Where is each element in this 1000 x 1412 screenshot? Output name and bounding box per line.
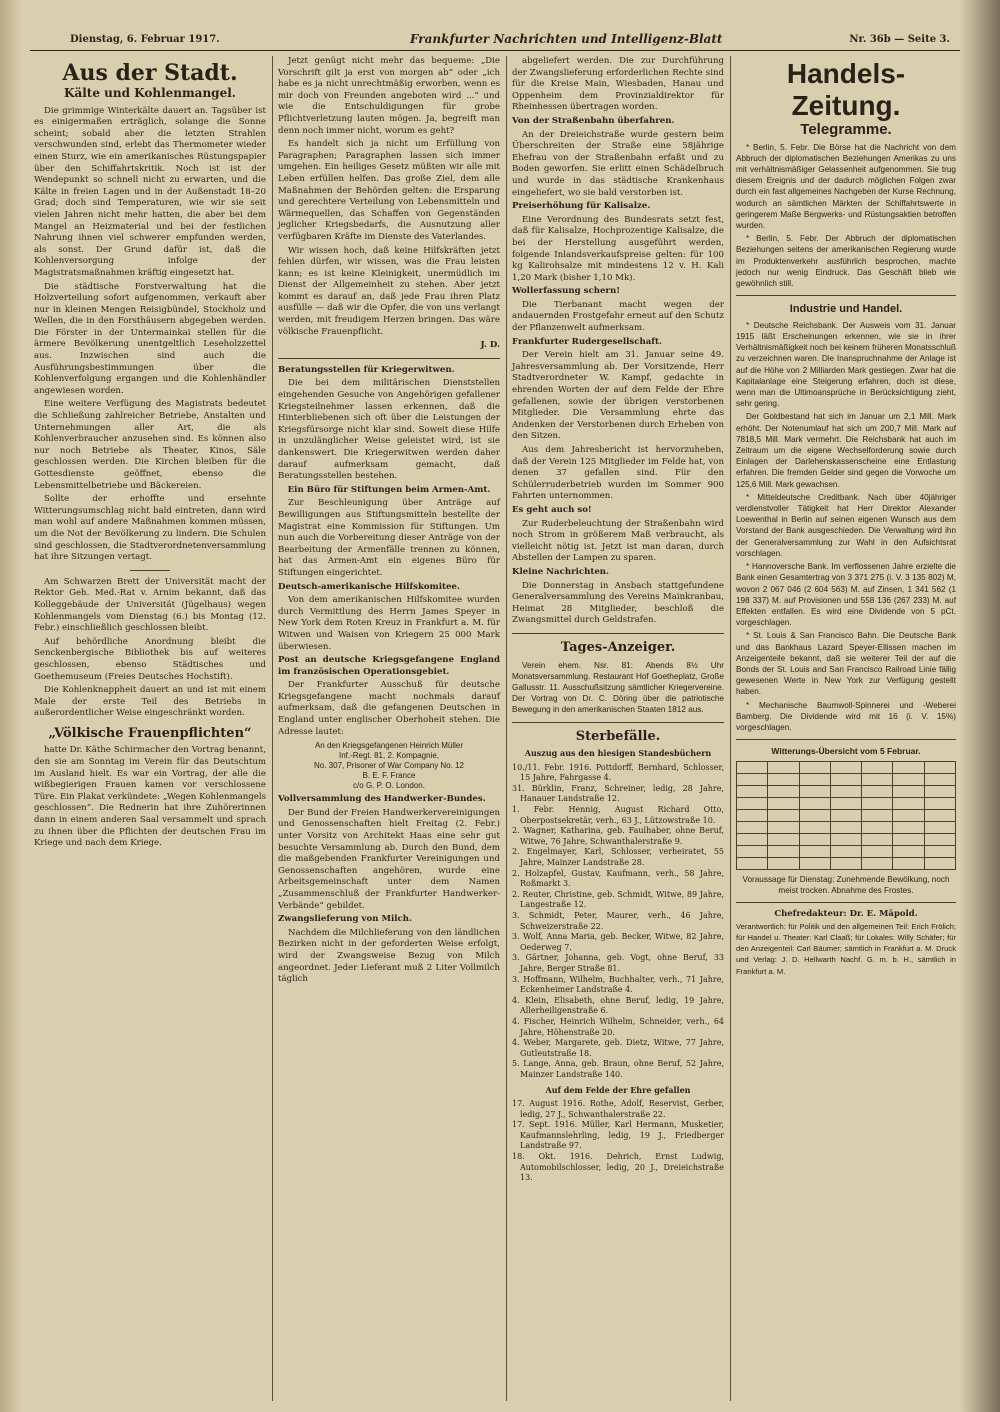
paragraph: Am Schwarzen Brett der Universität macht der Rektor Geh. Med.-Rat v. Arnim bekannt, daß das Kolleggebäude der Universität (Jügelhaus) wegen Kohlenmangels vom Dienstag (6.) bis Montag (12. Febr.) einschließlich geschlossen bleibt. [34, 576, 266, 634]
paragraph: abgeliefert werden. Die zur Durchführung der Zwangslieferung erforderlichen Rechte sind für die Kreise Main, Wiesbaden, Hanau und Oppenheim dem Provinzialdirektor für Rheinhessen übertragen worden. [512, 56, 724, 113]
column-2 [278, 56, 500, 988]
death-entry: 4. Klein, Elisabeth, ohne Beruf, ledig, 19 Jahre, Allerheiligenstraße 6. [512, 995, 724, 1016]
paragraph: Von dem amerikanischen Hilfskomitee wurden durch Vermittlung des Herrn James Speyer in New York dem Roten Kreuz in Frankfurt a. M. für Witwen und Waisen von Kriegern 25 000 Mark überwiesen. [278, 595, 500, 652]
address-line: B. E. F. France [362, 771, 416, 781]
paragraph: Die grimmige Winterkälte dauert an. Tagsüber ist es einigermaßen erträglich, solange die Sonne scheint; sobald aber die letzten Strahlen verschwunden sind, erlebt das Thermometer wieder einen Sturz, wie ein amerikanisches Rüstungspapier über den Schiffahrtskritik. Noch ist ist der Wendepunkt so schnell nicht zu erwarten, und die Kälte in freien Lagen und in der Außenstadt 18–20 Grad; doch sind Temperaturen, wie wir sie seit vielen Jahren nicht mehr hatten, die aber bei dem Mangel an Heizmaterial und bei der festlichen Nahrung ihnen viel schwerer empfunden werden, als sonst. Der Grund dafür ist, daß die Kohlenversorgung infolge der Magistratsmaßnahmen kräftig eingesetzt hat. [34, 105, 266, 278]
paragraph: * St. Louis & San Francisco Bahn. Die Deutsche Bank und das Bankhaus Lazard Speyer-Ellissen machen im Anzeigenteile bekannt, daß sie weiterer Teil der auf die Bonds der St. Louis and San Francisco Railroad Linie fällig gewesenen Werte in New York zur Verfügung gestellt haben. [736, 631, 956, 697]
paragraph: * Mitteldeutsche Creditbank. Nach über 40jähriger verdienstvoller Tätigkeit hat Herr Direktor Alexander Loewenthal in Berlin auf seinen eigenen Wunsch aus dem Vorstand der Bank ausgeschieden. Die Verwaltung wird ihn der Generalversammlung zur Wahl in den Aufsichtsrat vorschlagen. [736, 492, 956, 558]
divider [130, 570, 170, 571]
subheading: Zwangslieferung von Milch. [278, 914, 413, 925]
section-title: Aus der Stadt. [62, 60, 238, 86]
paragraph: Zur Beschleunigung über Anträge auf Bewilligungen aus Stiftungsmitteln bestellte der Magistrat eine Kommission für Stiftungen. Um nun auch die Vorbereitung dieser Anträge von der Bearbeitung der Armenfälle trennen zu können, hat das Armen-Amt ein eigenes Büro für Stiftungen eingerichtet. [278, 498, 500, 578]
paragraph: Aus dem Jahresbericht ist hervorzuheben, daß der Verein 125 Mitglieder im Felde hat, von denen 37 gefallen sind. Für den Schülerruderbetrieb wurden im Sommer 900 Fahrten unternommen. [512, 445, 724, 502]
divider [512, 633, 724, 634]
subheading: Post an deutsche Kriegsgefangene England im französischen Operationsgebiet. [278, 655, 500, 677]
death-entry: 17. Sept. 1916. Müller, Karl Hermann, Musketier, Kaufmannslehrling, ledig, 19 J., Friedberger Landstraße 97. [512, 1120, 724, 1151]
death-entry: 1. Febr. Hennig, August Richard Otto, Oberpostsekretär, verh., 63 J., Lützowstraße 10. [512, 805, 724, 825]
subheading: Von der Straßenbahn überfahren. [512, 115, 675, 126]
paragraph: * Deutsche Reichsbank. Der Ausweis vom 31. Januar 1915 läßt Erscheinungen erkennen, wie sie in ihrer Verhältnismäßigkeit noch bei keinem früheren Monatsschluß zu verzeichnen waren. Die Inanspruchnahme der Anlage ist auf die Höhe von 2 Milliarden Mark gestiegen. Zwar hat die Kapitalanlage eine Steigerung erfahren, doch ist diese, wenn man die Ultimoansprüche in Berücksichtigung zieht, sehr gering. [736, 320, 956, 409]
subheading: Wollerfassung schern! [512, 286, 620, 297]
death-entry: 2. Holzapfel, Gustav, Kaufmann, verh., 58 Jahre, Roßmarkt 3. [512, 868, 724, 889]
header-title: Frankfurter Nachrichten und Intelligenz-Blatt [410, 32, 723, 46]
address-block [278, 741, 500, 791]
article-headline: „Völkische Frauenpflichten“ [48, 725, 252, 741]
paragraph: Die Kohlenknappheit dauert an und ist mit einem Male der erste Teil des Betriebs in außerordentlicher Weise eingeschränkt worden. [34, 685, 266, 719]
death-entry: 3. Hoffmann, Wilhelm, Buchhalter, verh., 71 Jahre, Eckenheimer Landstraße 4. [512, 974, 724, 995]
death-entry: 2. Wagner, Katharina, geb. Faulhaber, ohne Beruf, Witwe, 76 Jahre, Schwanthalerstraße 9. [512, 826, 724, 846]
paragraph: Die bei dem militärischen Dienststellen eingehenden Gesuche von Angehörigen gefallener Kriegsteilnehmer lassen erkennen, daß die Hinterbliebenen sich oft über die Leistungen der Kriegsfürsorge nicht klar sind. Soweit diese Hilfe in unzulänglicher Weise geleistet wird, ist sie dankenswert. Die Kriegerwitwen werden daher darauf aufmerksam gemacht, daß Beratungsstellen bestehen. [278, 378, 500, 482]
divider [736, 902, 956, 903]
page-shadow [960, 0, 1000, 1412]
divider [736, 295, 956, 296]
address-line: c/o G. P. O. London. [353, 781, 425, 791]
imprint: Verantwortlich: für Politik und den allgemeinen Teil: Erich Frölich; für Handel u. Theater: Karl Claaß; für Lokales: Willy Schäfer; für den Anzeigenteil: Carl Bäumer; sämtlich in Frankfurt a. M. Druck und Verlag: J. D. Hellwarth Nachf. G. m. b. H., sämtlich in Frankfurt a. M. [736, 921, 956, 976]
paragraph: hatte Dr. Käthe Schirmacher den Vortrag benannt, den sie am Sonntag im Verein für das Deutschtum im Ausland hielt. Es war ein Vortrag, der alle die wißbegierigen Frauen kamen vor verschlossene Türe. Ein Plakat verkündete: „Wegen Kohlenmangels geschlossen“. Die Rednerin hat ihre Zuhörerinnen dann in einem anderen Saal versammelt und sprach zu ihnen über die Pflichten der deutschen Frau im Kriege und nach dem Kriege. [34, 745, 266, 849]
death-entry: 2. Reuter, Christine, geb. Schmidt, Witwe, 89 Jahre, Langestraße 12. [512, 889, 724, 910]
paragraph: * Berlin, 5. Febr. Die Börse hat die Nachricht von dem Abbruch der diplomatischen Beziehungen Amerikas zu uns mit verhältnismäßiger Gelassenheit aufgenommen. Sie trug diesem Ereignis und der dadurch möglichen Folgen zwar durch ein fast allgemeines Nachgeben der Kurse Rechnung, wodurch an sämtlichen Märkten der Schiffahrtswerte in geringerem Maße Bergwerks- und Rüstungsaktien betroffen wurden. [736, 142, 956, 231]
deaths-subtitle: Auf dem Felde der Ehre gefallen [545, 1084, 691, 1095]
subheading: Vollversammlung des Handwerker-Bundes. [278, 794, 486, 805]
paragraph: Zur Ruderbeleuchtung der Straßenbahn wird noch Strom in größerem Maß verbraucht, als vielleicht nötig ist. Jetzt ist man daran, durch Abstellen der Lampen zu sparen. [512, 518, 724, 564]
paragraph: Der Frankfurter Ausschuß für deutsche Kriegsgefangene macht nochmals darauf aufmerksam, daß die gefangenen Deutschen in England unter englischer Oberhoheit stehen. Die Adresse lautet: [278, 680, 500, 737]
death-entry: 3. Wolf, Anna Maria, geb. Becker, Witwe, 82 Jahre, Oederweg 7. [512, 932, 724, 952]
paragraph: Auf behördliche Anordnung bleibt die Senckenbergische Bibliothek bis auf weiteres geschlossen, ebenso Städtisches und Goethemuseum (Freies Deutsches Hochstift). [34, 636, 266, 682]
paragraph: Sollte der erhoffte und ersehnte Witterungsumschlag nicht bald eintreten, dann wird man wohl auf andere Maßnahmen kommen müssen, um die Not der Bevölkerung zu lindern. Die Schulen sind geschlossen, die Stadtverordnetenversammlung hat ihre Sitzungen vertagt. [34, 494, 266, 563]
paragraph: * Berlin, 5. Febr. Der Abbruch der diplomatischen Beziehungen seitens der amerikanischen Regierung wurde im Produktenverkehr ausführlich besprochen, machte jedoch nur wenig Eindruck. Das Geschäft blieb wie gewöhnlich still. [736, 234, 956, 289]
column-3 [512, 56, 724, 1184]
column-1 [34, 56, 266, 852]
subheading: Kleine Nachrichten. [512, 566, 610, 577]
deaths-subtitle: Auszug aus den hiesigen Standesbüchern [524, 748, 712, 759]
subheading: Frankfurter Rudergesellschaft. [512, 336, 662, 347]
death-entry: 17. August 1916. Rothe, Adolf, Reservist, Gerber, ledig, 27 J., Schwanthalerstraße 22. [512, 1099, 724, 1119]
divider [512, 722, 724, 723]
divider [278, 358, 500, 359]
paragraph: * Mechanische Baumwoll-Spinnerei und -Weberei Bamberg. Die Dividende wird mit 16 (i. V. 15%) vorgeschlagen. [736, 700, 956, 732]
subheading: Ein Büro für Stiftungen beim Armen-Amt. [287, 484, 491, 495]
section-subtitle: Telegramme. [800, 121, 892, 138]
subheading: Deutsch-amerikanische Hilfskomitee. [278, 581, 460, 592]
imprint-editor: Chefredakteur: Dr. E. Mäpold. [774, 909, 918, 920]
column-4 [736, 56, 956, 979]
death-entry: 3. Gärtner, Johanna, geb. Vogt, ohne Beruf, 33 Jahre, Berger Straße 81. [512, 953, 724, 973]
paragraph: Eine weitere Verfügung des Magistrats bedeutet die Schließung zahlreicher Betriebe, Anstalten und Unternehmungen aller Art, die als Kohlenverbraucher anzusehen sind. Es können also nur noch Betriebe als Theater, Kinos, Säle geschlossen werden. Die Kirchen bleiben für die Gottesdienste geöffnet, ebenso die Lebensmittelbetriebe und Bäckereien. [34, 399, 266, 491]
header-number: Nr. 36b — Seite 3. [849, 34, 950, 45]
death-entry: 4. Fischer, Heinrich Wilhelm, Schneider, verh., 64 Jahre, Höhenstraße 20. [512, 1016, 724, 1037]
paragraph: Eine Verordnung des Bundesrats setzt fest, daß für Kalisalze, Hochprozentige Kalisalze, die bei der Herstellung ausgeführt werden, folgende Inlandsverkaufspreise gelten: für 100 kg Kalirohsalze mit mindestens 12 v. H. Kali 1,20 Mark (bisher 1,10 Mk). [512, 214, 724, 283]
binding-edge [0, 0, 22, 1412]
paragraph: Wir wissen hoch, daß keine Hilfskräften jetzt fehlen dürfen, wir wissen, was die Frau leisten kann; es ist keine Kleinigkeit, unermüdlich im Dienst der Allgemeinheit zu stehen. Aber jetzt kommt es darauf an, daß jede Frau ihren Platz ausfülle — daß wir die Opfer, die von uns verlangt werden, mit freudigem Herzen bringen. Das wäre völkische Frauenpflicht. [278, 245, 500, 337]
author-sign: J. D. [480, 340, 500, 351]
deaths-list [512, 763, 724, 1081]
column-rule [272, 56, 273, 1401]
column-rule [730, 56, 731, 1401]
header-date: Dienstag, 6. Februar 1917. [70, 34, 220, 45]
section-title: Sterbefälle. [575, 728, 661, 744]
fallen-list [512, 1099, 724, 1184]
death-entry: 2. Engelmayer, Karl, Schlosser, verheiratet, 55 Jahre, Mainzer Landstraße 28. [512, 847, 724, 868]
section-title: Handels-Zeitung. [786, 58, 906, 121]
weather-forecast: Voraussage für Dienstag: Zunehmende Bewölkung, noch meist trocken. Abnahme des Frostes. [742, 874, 950, 895]
paragraph: Die Donnerstag in Ansbach stattgefundene Generalversammlung des Vereins Mainkranbau, Heimat 28 Mitglieder, beschloß die Zwangsmittel durch Geldstrafen. [512, 580, 724, 626]
subheading: Beratungsstellen für Kriegerwitwen. [278, 364, 455, 375]
weather-title: Witterungs-Übersicht vom 5 Februar. [771, 746, 921, 757]
death-entry: 5. Lange, Anna, geb. Braun, ohne Beruf, 52 Jahre, Mainzer Landstraße 140. [512, 1059, 724, 1079]
paragraph: * Hannoversche Bank. Im verflossenen Jahre erzielte die Bank einen Gesamtertrag von 3 371 275 (i. V. 3 135 802) M, wovon 2 067 046 (2 604 563) M. auf Zinsen, 1 341 562 (1 198 337) M. auf Provisionen und 558 136 (267 233) M. auf Effekten entfallen. Es wird eine Dividende von 5 pCt. vorgeschlagen. [736, 562, 956, 628]
paragraph: Die Tierbanant macht wegen der andauernden Frostgefahr erneut auf den Schutz der Pflanzenwelt aufmerksam. [512, 299, 724, 334]
death-entry: 3. Schmidt, Peter, Maurer, verh., 46 Jahre, Schweizerstraße 22. [512, 911, 724, 931]
paragraph: Der Bund der Freien Handwerkervereinigungen und Genossenschaften hielt Freitag (2. Febr.) unter Vorsitz von Architekt Haas eine sehr gut besuchte Versammlung ab. Durch den Bund, dem die maßgebenden Frankfurter Vereinigungen und Genossenschaften angehören, wurde eine Arbeitsgemeinschaft unter dem Namen „Zusammenschluß der Frankfurter Handwerker-Verbände“ gebildet. [278, 807, 500, 911]
death-entry: 18. Okt. 1916. Dehrich, Ernst Ludwig, Automobilschlosser, ledig, 20 J., Dreieichstraße 13. [512, 1152, 724, 1183]
death-entry: 10./11. Febr. 1916. Pottdorff, Bernhard, Schlosser, 15 Jahre, Fahrgasse 4. [512, 762, 724, 783]
paragraph: Der Goldbestand hat sich im Januar um 2,1 Mill. Mark erhöht. Der Notenumlauf hat sich um 200,7 Mill. Mark auf 7818,5 Mill. Mark vermehrt. Die Reichsbank hat auch im Zeitraum um die eigene Wechselforderung sowie durch Einlagen der Darlehenskassenscheine eine Entlastung erfahren. Die fremden Gelder sind gegen die Vorwoche um 125,6 Mill. Mark gewachsen. [736, 412, 956, 489]
address-line: Inf.-Regt. 81, 2. Kompagnie, [338, 751, 440, 761]
section-title: Tages-Anzeiger. [560, 639, 676, 655]
subheading: Preiserhöhung für Kalisalze. [512, 201, 651, 212]
paragraph: An der Dreieichstraße wurde gestern beim Überschreiten der Straße eine 58jährige Ehefrau von der Straßenbahn erfaßt und zu Boden geworfen. Sie erlitt einen Schädelbruch und wurde in das städtische Krankenhaus eingeliefert, wo sie bald verstorben ist. [512, 129, 724, 198]
page-header [30, 32, 960, 51]
weather-table [736, 761, 956, 870]
paragraph: Nachdem die Milchlieferung von den ländlichen Bezirken nicht in der geforderten Weise erfolgt, wird der Zwangsweise Bezug von Milch angeordnet. Jeder Lieferant muß 2 Liter Vollmilch täglich [278, 927, 500, 985]
paragraph: Der Verein hielt am 31. Januar seine 49. Jahresversammlung ab. Der Vorsitzende, Herr Stadtverordneter W. Kampf, gedachte in ehrenden Worten der auf dem Felde der Ehre gefallenen, sowie der übrigen verstorbenen Mitglieder. Die Versammlung ehrte das Andenken der Verstorbenen durch Erheben von den Sitzen. [512, 350, 724, 442]
paragraph: Es handelt sich ja nicht um Erfüllung von Paragraphen; Paragraphen lassen sich immer umgehen. Ein heiliges Gesetz müßten wir alle mit Leben erfüllen helfen. Das große Ziel, dem alle Maßnahmen der Behörden gelten: die Ersparung und gerechtere Verteilung von Lebensmitteln und Wärmequellen, das Schaffen von Gegenständen jeglicher Kriegsbedarfs, die Ausnutzung aller verfügbaren Kräfte im Dienste des Vaterlandes. [278, 139, 500, 242]
subheading: Es geht auch so! [512, 504, 592, 515]
address-line: No. 307, Prisoner of War Company No. 12 [314, 761, 464, 771]
section-title: Industrie und Handel. [789, 303, 903, 316]
paragraph: Jetzt genügt nicht mehr das bequeme: „Die Vorschrift gilt ja erst von morgen ab“ oder „ich habe es ja nicht unrechtmäßig erworben, wenn es mir doch von Freunden angeboten wird ...“ und wie die Entschuldigungen für grobe Pflichtverletzung lauten mögen. Ja, begreift man denn noch immer nicht, worum es geht? [278, 56, 500, 136]
paragraph: Die städtische Forstverwaltung hat die Holzverteilung sofort aufgenommen, verkauft aber nur in kleinen Mengen Reisigbündel, Stockholz und Wellen, die in den Forsthäusern abgegeben werden. Die Förster in der Untermainkai stellen für die ärmere Bevölkerung unentgeltlich Leseholzzettel aus. Inzwischen sind auch die Ausführungsbestimmungen über die Kohlenverfolgung ergangen und die Kohlenhändler angewiesen worden. [34, 281, 266, 396]
paragraph: Verein ehem. Nsr. 81: Abends 8½ Uhr Monatsversammlung. Restaurant Hof Goetheplatz, Große Gallusstr. 11. Ausschußsitzung sämtlicher Kriegervereine. Der Vortrag von Dr. C. Döring über die patriotische Bewegung in den amerikanischen Staaten 1812 aus. [512, 660, 724, 715]
death-entry: 31. Bürklin, Franz, Schreiner, ledig, 28 Jahre, Hanauer Landstraße 12. [512, 783, 724, 804]
column-rule [506, 56, 507, 1401]
address-line: An den Kriegsgefangenen Heinrich Müller [314, 741, 464, 751]
death-entry: 4. Weber, Margarete, geb. Dietz, Witwe, 77 Jahre, Gutleutstraße 18. [512, 1038, 724, 1058]
divider [736, 739, 956, 740]
article-headline: Kälte und Kohlenmangel. [64, 86, 236, 100]
